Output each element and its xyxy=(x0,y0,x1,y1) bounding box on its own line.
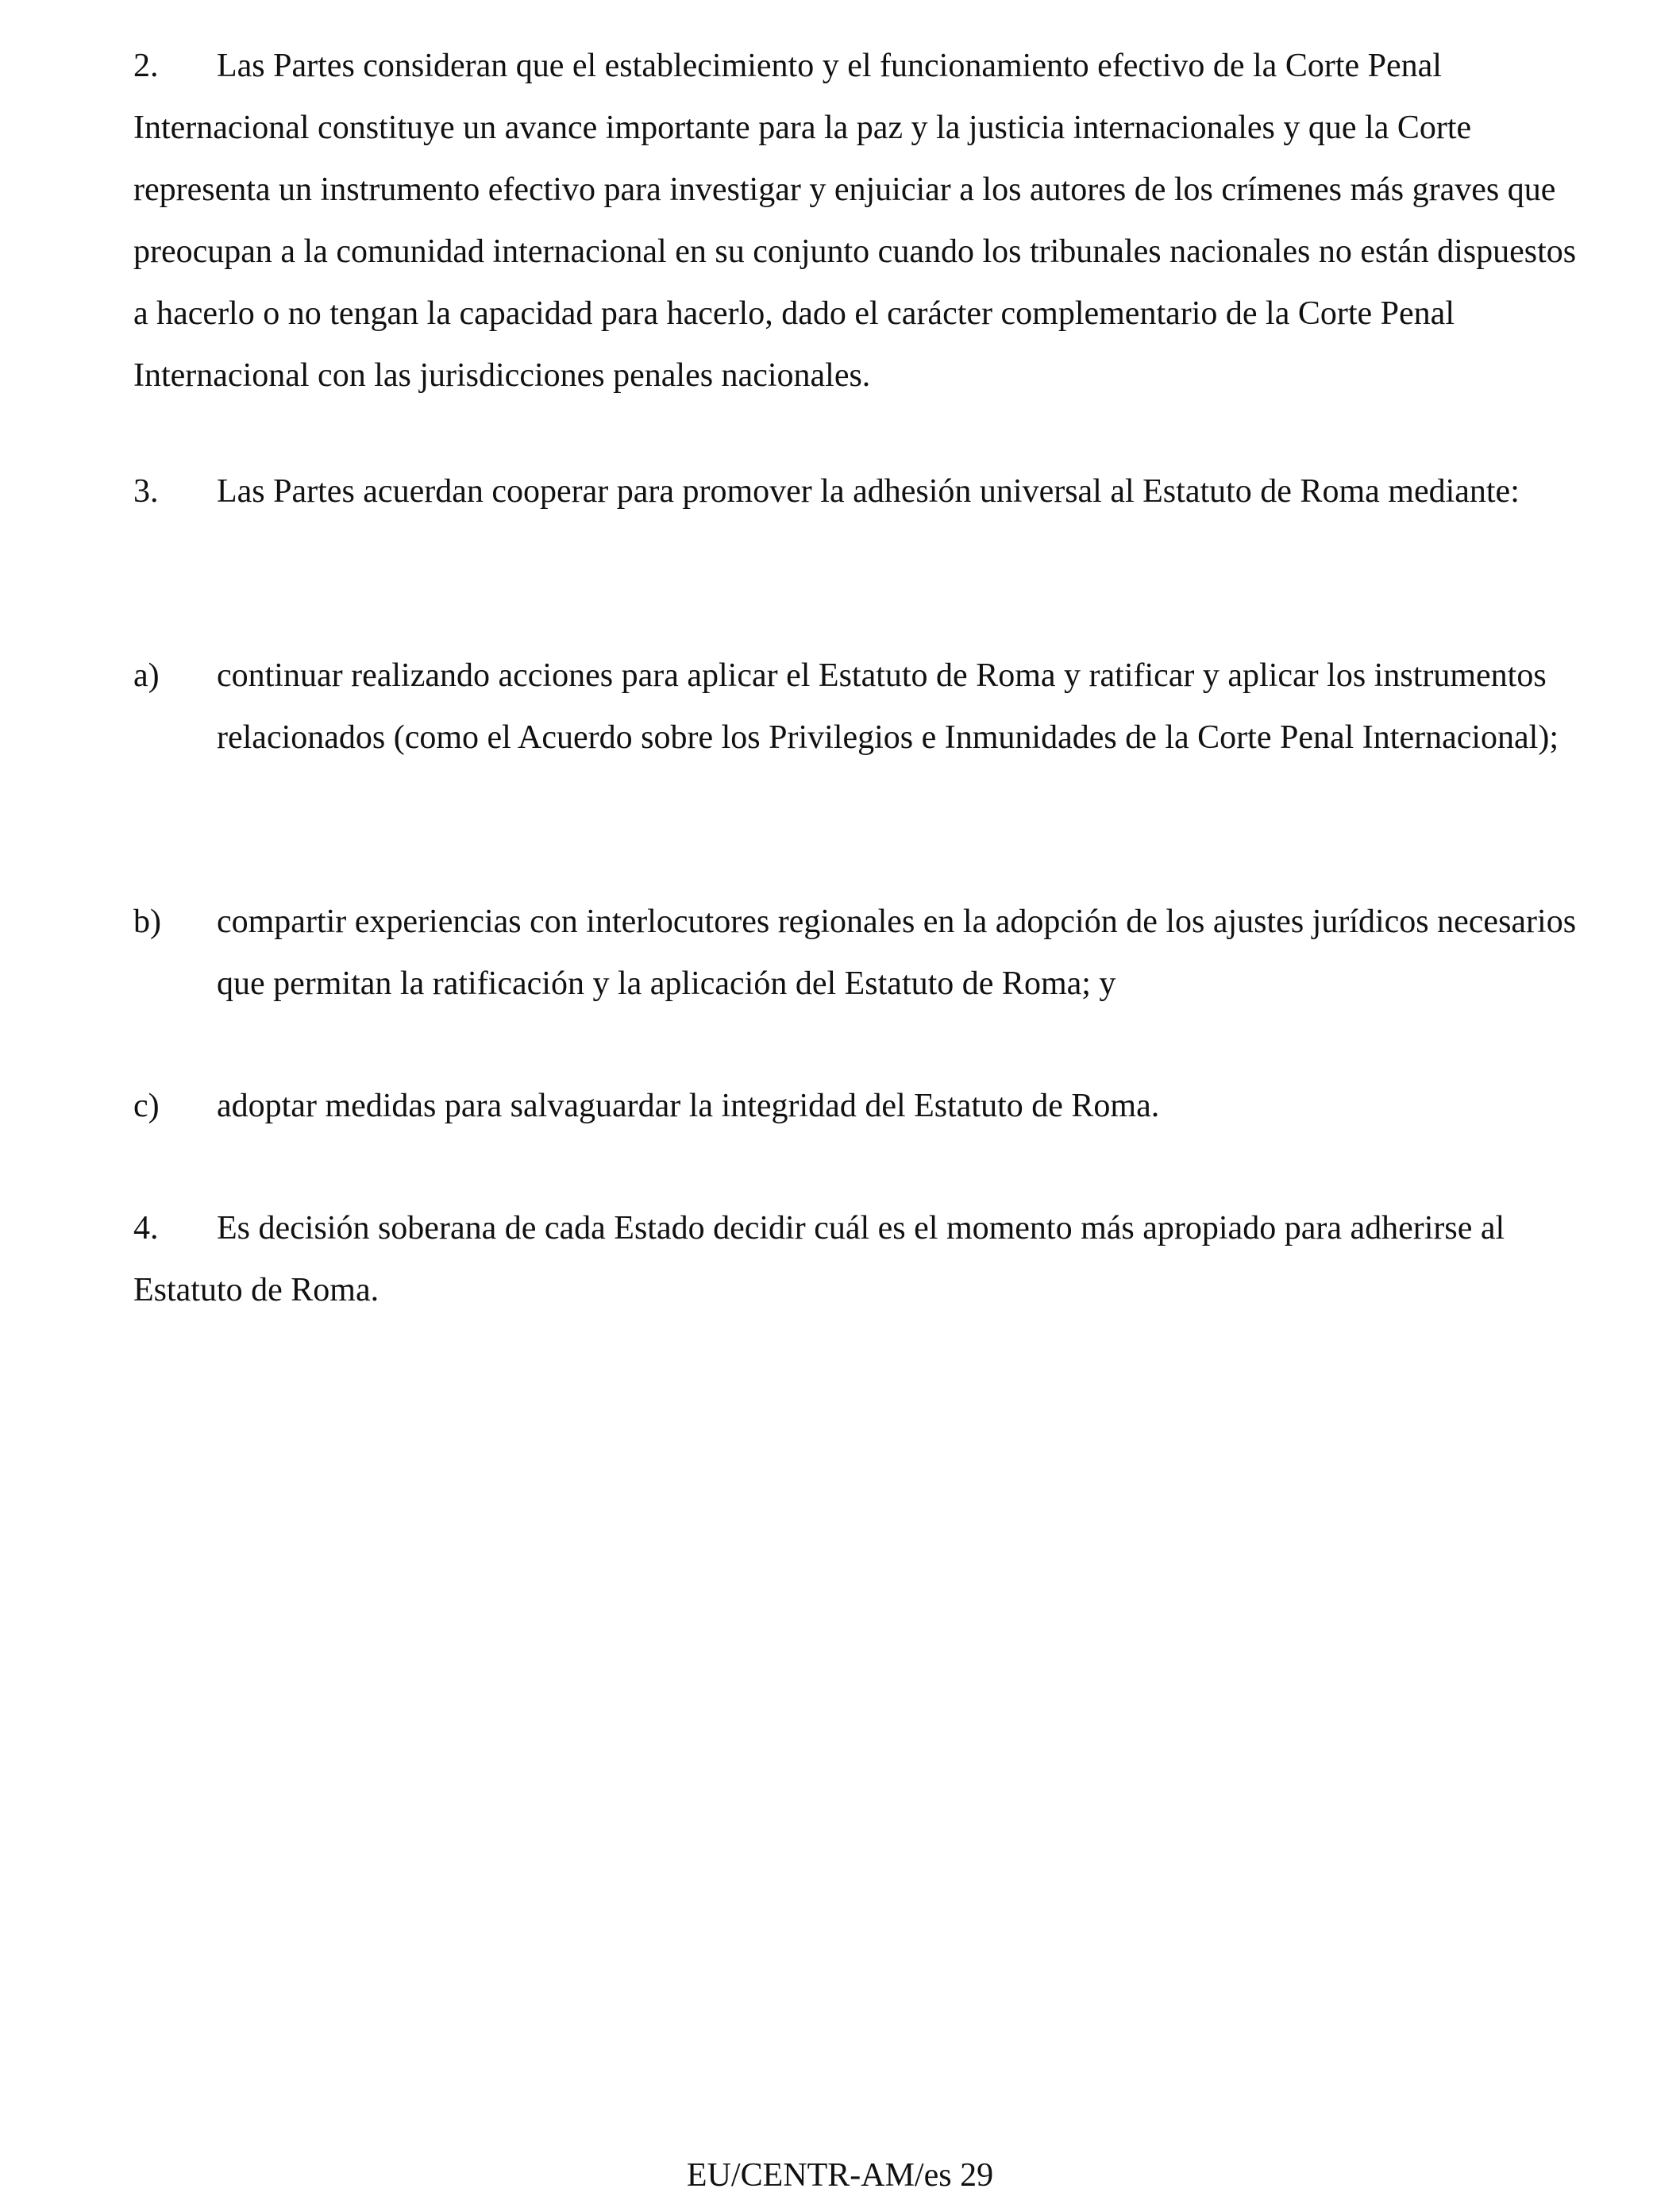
paragraph-number: 3. xyxy=(133,473,159,510)
list-item-letter: c) xyxy=(133,1088,160,1124)
paragraph-2 xyxy=(133,35,1578,407)
list-item-b xyxy=(133,891,1578,1015)
paragraph-text: Las Partes consideran que el establecimiento y el funcionamiento efectivo de la Corte Penal Internacional constituye un avance importante para la paz y la justicia internacionales y que la Corte representa un instrumento efectivo para investigar y enjuiciar a los autores de los crímenes más graves que preocupan a la comunidad internacional en su conjunto cuando los tribunales nacionales no están dispuestos a hacerlo o no tengan la capacidad para hacerlo, dado el carácter complementario de la Corte Penal Internacional con las jurisdicciones penales nacionales. xyxy=(133,48,1577,394)
list-item-c xyxy=(133,1075,1578,1137)
paragraph-number: 4. xyxy=(133,1210,159,1246)
list-item-letter: a) xyxy=(133,657,160,694)
list-item-text: adoptar medidas para salvaguardar la integridad del Estatuto de Roma. xyxy=(217,1088,1160,1124)
list-item-text: continuar realizando acciones para aplicar el Estatuto de Roma y ratificar y aplicar los instrumentos relacionados (como el Acuerdo sobre los Privilegios e Inmunidades de la Corte Penal Internacional); xyxy=(217,657,1559,756)
paragraph-text: Es decisión soberana de cada Estado decidir cuál es el momento más apropiado para adherirse al Estatuto de Roma. xyxy=(133,1210,1505,1308)
list-item-letter: b) xyxy=(133,904,161,940)
list-item-text: compartir experiencias con interlocutores regionales en la adopción de los ajustes jurídicos necesarios que permitan la ratificación y la aplicación del Estatuto de Roma; y xyxy=(217,904,1577,1002)
page-footer-reference: EU/CENTR-AM/es 29 xyxy=(686,2157,994,2194)
paragraph-4 xyxy=(133,1197,1578,1321)
paragraph-3 xyxy=(133,460,1578,522)
list-item-a xyxy=(133,645,1578,769)
paragraph-number: 2. xyxy=(133,48,159,84)
paragraph-text: Las Partes acuerdan cooperar para promover la adhesión universal al Estatuto de Roma mediante: xyxy=(217,473,1520,510)
